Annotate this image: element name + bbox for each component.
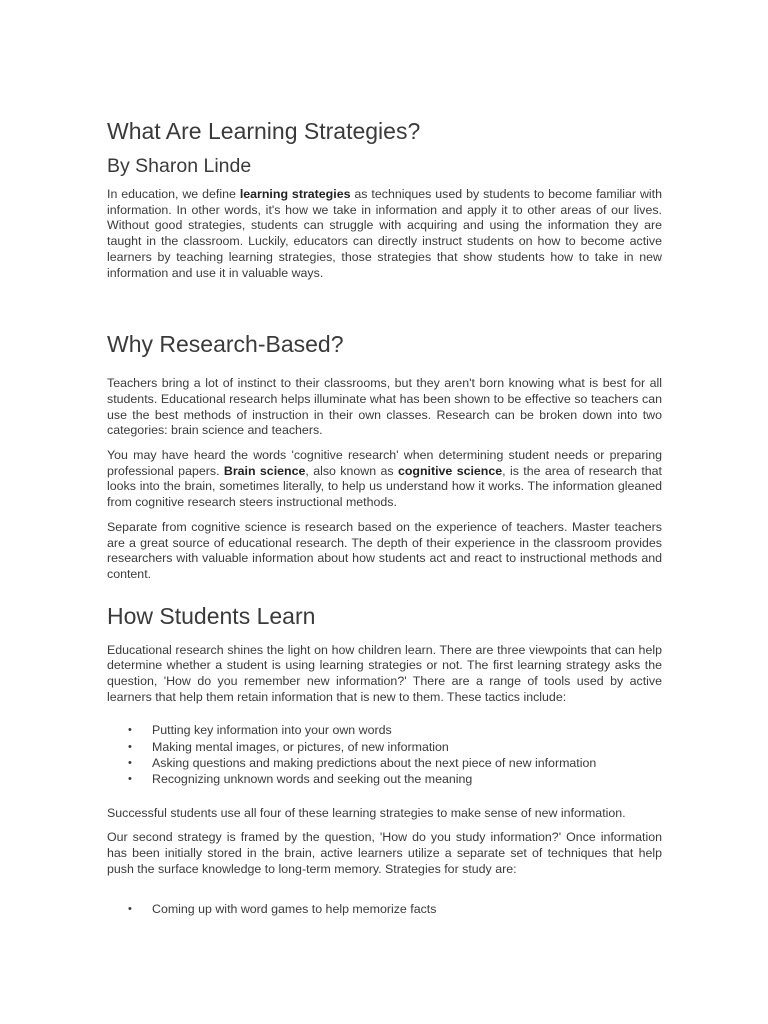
cognitive-science-term: cognitive science [397, 463, 503, 478]
list-item-text: Recognizing unknown words and seeking out the meaning [152, 772, 473, 787]
learn-paragraph-3: Our second strategy is framed by the question, 'How do you study information?' Once information has been initially stored in the brain, active learners utilize a separate set of techniques that help push the surface knowledge to long-term memory. Strategies for study are: [107, 830, 662, 876]
intro-bold-term: learning strategies [239, 187, 351, 201]
section-heading-research: Why Research-Based? [107, 331, 344, 358]
list-item [107, 722, 662, 738]
research-paragraph-1: Teachers bring a lot of instinct to their classrooms, but they aren't born knowing what is best for all students. Educational research helps illuminate what has been shown to be effective so teachers can use the best methods of instruction in their own classes. Research can be broken down into two categories: brain science and teachers. [107, 376, 662, 438]
brain-science-term: Brain science [223, 463, 306, 478]
bullet-icon: • [128, 740, 132, 753]
learn-paragraph-2: Successful students use all four of these learning strategies to make sense of new information. [107, 805, 626, 820]
page-title: What Are Learning Strategies? [107, 118, 421, 144]
research-paragraph-2 [107, 448, 662, 511]
list-item-text: Making mental images, or pictures, of new information [152, 739, 449, 754]
study-strategies-list [107, 901, 662, 917]
bullet-icon: • [128, 724, 132, 737]
research-p2-text-d: , is the area of research that looks into the brain, sometimes literally, to help us understand how it works. The information gleaned from cognitive research steers instructional methods. [107, 463, 662, 510]
list-item [107, 739, 662, 755]
intro-text-pre: In education, we define [107, 187, 240, 201]
research-p2-text-a: You may have heard the words 'cognitive research' when determining student needs or preparing professional papers. [107, 448, 662, 478]
document-page [107, 116, 662, 918]
list-item [107, 771, 662, 787]
tactics-list [107, 722, 662, 787]
list-item-text: Asking questions and making predictions about the next piece of new information [152, 756, 597, 771]
intro-text-post: as techniques used by students to become familiar with information. In other words, it's how we take in information and apply it to other areas of our lives. Without good strategies, students can struggle with acquiring and using the information they are taught in the classroom. Luckily, educators can directly instruct students on how to become active learners by teaching learning strategies, those strategies that show students how to take in new information and use it in valuable ways. [107, 187, 662, 280]
research-p2-text-c: , also known as [305, 463, 398, 478]
section-heading-how-students-learn: How Students Learn [107, 602, 316, 629]
list-item-text: Putting key information into your own words [152, 723, 392, 738]
list-item [107, 755, 662, 771]
intro-paragraph [107, 187, 662, 281]
bullet-icon: • [128, 903, 132, 916]
bullet-icon: • [128, 757, 132, 770]
author-byline: By Sharon Linde [107, 155, 252, 177]
learn-paragraph-1: Educational research shines the light on how children learn. There are three viewpoints that can help determine whether a student is using learning strategies or not. The first learning strategy asks the question, 'How do you remember new information?' There are a range of tools used by active learners that help them retain information that is new to them. These tactics include: [107, 642, 662, 704]
research-paragraph-3: Separate from cognitive science is research based on the experience of teachers. Master teachers are a great source of educational research. The depth of their experience in the classroom provides researchers with valuable information about how students act and react to instructional methods and content. [107, 519, 662, 581]
list-item-text: Coming up with word games to help memorize facts [152, 902, 437, 917]
bullet-icon: • [128, 773, 132, 786]
list-item [107, 901, 662, 917]
